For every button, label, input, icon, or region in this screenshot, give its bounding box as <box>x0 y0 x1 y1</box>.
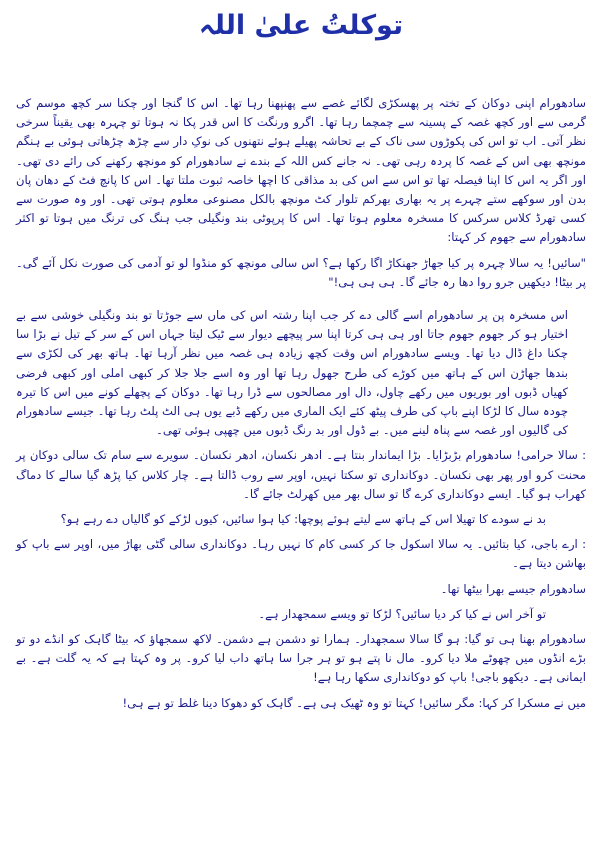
paragraph-10: میں نے مسکرا کر کہا: مگر سائیں! کہتا تو وہ ٹھیک ہی ہے۔ گاہک کو دھوکا دینا غلط تو ہے ہی! <box>122 695 586 710</box>
paragraph-6: : ارے باجی، کیا بتائیں۔ یہ سالا اسکول جا کر کسی کام کا نہیں رہا۔ دوکانداری سالی گٹی بھاڑ میں، اوپر سے باپ کو بھاشن دیتا ہے۔ <box>16 537 586 571</box>
title-spacer <box>16 46 586 94</box>
paragraph-5: بد نے سودے کا تھیلا اس کے ہاتھ سے لیتے ہوئے پوچھا: کیا ہوا سائیں، کیوں لڑکے کو گالیاں دے رہے ہو؟ <box>60 512 546 527</box>
paragraph-9: سادھورام بھنا ہی تو گیا: ہو گا سالا سمجھدار۔ ہمارا تو دشمن ہے دشمن۔ لاکھ سمجھاؤ کہ بیٹا گاہک کو انڈے دو تو بڑے انڈوں میں چھوٹے ملا دیا کرو۔ مال نا پتے ہو تو ہر جرا سا ہاتھ داب لیا کرو۔ پر وہ کہتا ہے کہ یہ گلت ہے۔ بے ایمانی ہے۔ دیکھو باجی! باپ کو دوکانداری سکھا رہا ہے! <box>16 632 586 685</box>
paragraph-2: "سائیں! یہ سالا چہرہ پر کیا جھاڑ جھنکاڑ اگا رکھا ہے؟ اس سالی مونچھ کو منڈوا لو تو آدمی کی صورت نکل آئے گی۔ پر بیٹا! دیکھیں جرو روا دھا رہ جائے گا۔ ہی ہی ہی!" <box>16 255 586 289</box>
paragraph-1: سادھورام اپنی دوکان کے تختہ پر پھسکڑی لگائے غصے سے پھنپھنا رہا تھا۔ اس کا گنجا اور چکنا سر کچھ موسم کی گرمی سے اور کچھ غصہ کے پسینہ سے چمچما رہا تھا۔ اگرو ورنگت کا اس قدر پکا نہ ہوتا تو چہرہ بھی یقیناً سرخی نظر آتی۔ اب تو اس کی پکوڑوں سی ناک کے بے تحاشہ پھیلے ہوئے نتھنوں کی نوکِ دار سے چڑھ چڑھاتی ہوئی بے ہنگم مونچھ بھی اس کے غصہ کا پردہ رہی تھی۔ نہ جانے کس اللہ کے بندے نے سادھورام کو مونچھ رکھنے کی رائے دی تھی۔ اور اگر یہ اس کا اپنا فیصلہ تھا تو اس سے اس کی بد مذاقی کا اچھا خاصہ ثبوت ملتا تھا۔ اس کا پانچ فٹ کے دھان پان بدن اور سوکھے ستے چہرے پر یہ بھاری بھرکم تلوار کٹ مونچھ بالکل مصنوعی معلوم ہوتی تھی۔ اور وہ صورت سے کسی تھرڈ کلاس سرکس کا مسخرہ معلوم ہوتا تھا۔ اس کا پرپوٹی بند ونگیلی جب ہنگ کی ترنگ میں ہوتا تو اکثر سادھورام سے جھوم کر کہتا: <box>16 96 586 245</box>
paragraph-3: اس مسخرہ پن پر سادھورام اسے گالی دے کر جب اپنا رشتہ اس کی ماں سے جوڑتا تو بند ونگیلی خوشی سے بے اختیار ہو کر جھوم جھوم جاتا اور ہی ہی کرتا اپنا سر پیچھے دیوار سے ٹیک لیتا جہاں اس کے سر کے تیل نے بڑا سا چکنا داغ ڈال دیا تھا۔ ویسے سادھورام اس وقت کچھ زیادہ ہی غصہ میں نظر آرہا تھا۔ ہاتھ بھر کی لکڑی سے بندھا جھاڑن اس کے ہاتھ میں کوڑے کی طرح جھول رہا تھا اور وہ اسے جلا جلا کر کبھی املی اور کبھی فرضی کھیاں ڈبوں اور بوریوں میں رکھے چاول، دال اور مصالحوں سے ڈرا رہا تھا۔ دوکان کے پچھلے کونے میں اس کا تیرہ چودہ سال کا لڑکا اپنے باپ کی طرف پیٹھ کئے ایک الماری میں رکھے ڈبے یوں ہی الٹ پلٹ رہا تھا۔ جیسے سادھورام کی گالیوں اور غصہ سے پناہ لینے میں۔ بے ڈول اور بد رنگ ڈبوں میں چھپی ہوئی تھی۔ <box>16 308 568 438</box>
paragraph-8: تو آخر اس نے کیا کر دیا سائیں؟ لڑکا تو ویسے سمجھدار ہے۔ <box>258 606 546 621</box>
story-title: توکلتُ علیٰ اللہ <box>198 10 404 41</box>
paragraph-7: سادھورام جیسے بھرا بیٹھا تھا۔ <box>440 581 586 596</box>
paragraph-4: : سالا حرامی! سادھورام بڑبڑایا۔ بڑا ایماندار بنتا ہے۔ ادھر نکسان، ادھر نکسان۔ سویرے سے سام تک سالی دوکان پر محنت کرو اور پھر بھی نکسان۔ دوکانداری تو سکتا نہیں، اوپر سے روب ڈالتا ہے۔ چار کلاس کیا پڑھ گیا سالے کا دماگ کھراب ہو گیا۔ ایسے دوکانداری کرے گا تو سال بھر میں کھرلٹ جائے گا۔ <box>16 448 586 501</box>
